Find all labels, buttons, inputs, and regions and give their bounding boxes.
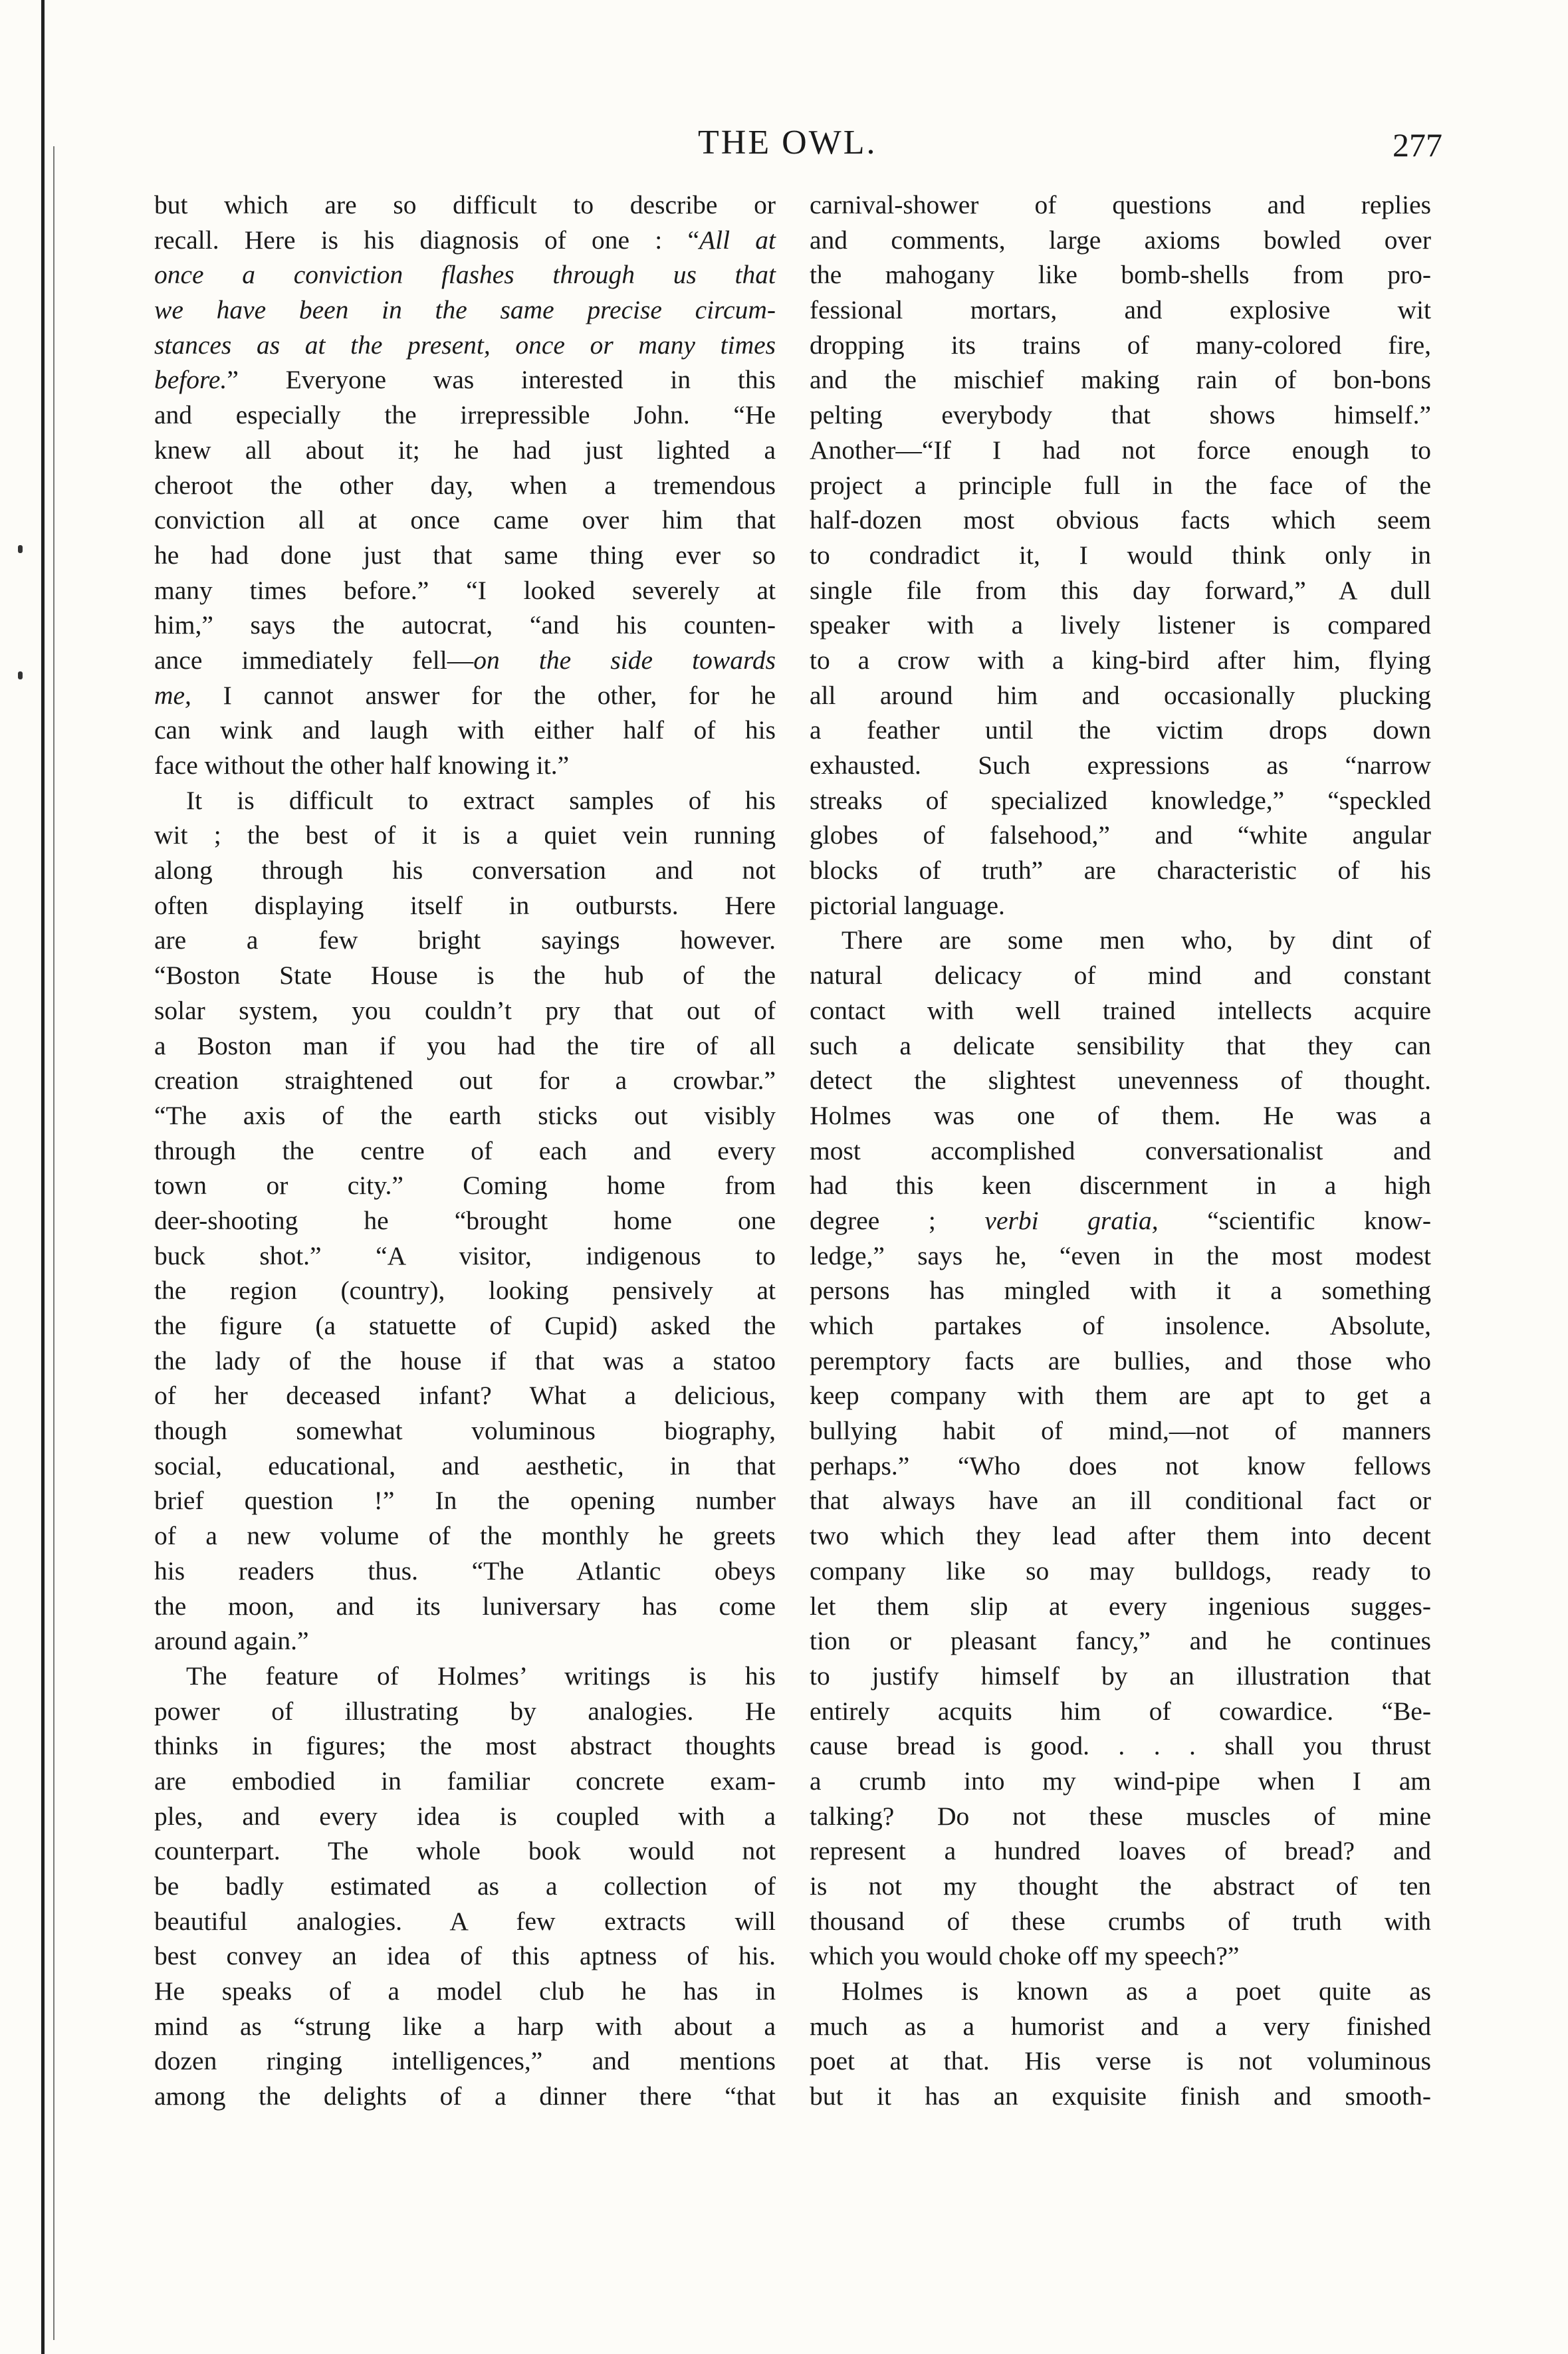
line-text: ance immediately fell— [154,645,474,675]
page-number: 277 [1393,126,1442,164]
line-text: tion or pleasant fancy,” and he continues [810,1626,1431,1656]
line-text: project a principle full in the face of the [810,470,1431,500]
italic-text: once a conviction flashes through us that [154,260,776,290]
line-text: and especially the irrepressible John. “He [154,400,776,430]
text-line [810,1659,1431,1694]
line-text: exhausted. Such expressions as “narrow [810,751,1431,780]
line-text: are a few bright sayings however. [154,925,776,955]
text-line [154,1764,776,1799]
text-line [154,257,776,293]
text-line [810,223,1431,258]
line-text: around again.” [154,1626,309,1656]
text-line [810,748,1431,783]
text-line [154,1098,776,1133]
italic-text: me, [154,680,191,710]
line-text: the moon, and its luniversary has come [154,1591,776,1621]
line-text: detect the slightest unevenness of thought. [810,1066,1431,1096]
text-line [154,1589,776,1624]
text-line [154,1518,776,1554]
line-text: represent a hundred loaves of bread? and [810,1836,1431,1866]
text-line [810,958,1431,993]
text-line [810,257,1431,293]
text-line [154,187,776,223]
line-text: though somewhat voluminous biography, [154,1416,776,1446]
line-text: cause bread is good. . . . shall you thrust [810,1731,1431,1761]
line-text: are embodied in familiar concrete exam- [154,1766,776,1796]
line-text: often displaying itself in outbursts. Here [154,890,776,920]
text-line [810,1063,1431,1098]
line-text: ” Everyone was interested in this [227,365,776,395]
right-text-column [810,187,1431,2301]
text-line [810,2009,1431,2044]
text-line [810,362,1431,398]
text-line [154,1623,776,1659]
text-line [810,678,1431,713]
line-text: most accomplished conversationalist and [810,1135,1431,1165]
italic-text: verbi gratia, [984,1205,1159,1235]
text-line [154,1133,776,1169]
italic-text: All at [699,225,776,255]
text-line [154,818,776,853]
text-line [154,1028,776,1064]
line-text: perhaps.” “Who does not know fellows [810,1451,1431,1480]
text-line [154,608,776,643]
text-line [810,713,1431,748]
line-text: along through his conversation and not [154,856,776,885]
line-text: degree ; [810,1205,985,1235]
text-line [154,573,776,608]
line-text: knew all about it; he had just lighted a [154,435,776,465]
line-text: It is difficult to extract samples of his [186,785,776,815]
line-text: pictorial language. [810,890,1005,920]
text-line [154,1413,776,1449]
line-text: entirely acquits him of cowardice. “Be- [810,1696,1431,1726]
text-line [154,468,776,503]
text-line [810,538,1431,573]
line-text: let them slip at every ingenious sugges- [810,1591,1431,1621]
line-text: the figure (a statuette of Cupid) asked the [154,1311,776,1340]
line-text: counterpart. The whole book would not [154,1836,776,1866]
text-line [810,1799,1431,1834]
line-text: to justify himself by an illustration that [810,1661,1431,1691]
text-line [154,1449,776,1484]
line-text: pelting everybody that shows himself.” [810,400,1431,430]
text-line [154,1833,776,1869]
line-text: many times before.” “I looked severely at [154,575,776,605]
text-line [154,1659,776,1694]
line-text: much as a humorist and a very finished [810,2011,1431,2041]
text-line [810,1168,1431,1203]
italic-text: stances as at the present, once or many times [154,330,776,360]
text-line [810,1974,1431,2009]
text-line [810,2044,1431,2079]
line-text: persons has mingled with it a something [810,1276,1431,1306]
line-text: carnival-shower of questions and replies [810,190,1431,219]
line-text: company like so may bulldogs, ready to [810,1556,1431,1586]
line-text: his readers thus. “The Atlantic obeys [154,1556,776,1586]
line-text: he had done just that same thing ever so [154,540,776,570]
text-line [154,398,776,433]
text-line [810,1344,1431,1379]
text-line [154,1799,776,1834]
text-line [810,2079,1431,2114]
text-line [810,1238,1431,1274]
text-line [810,468,1431,503]
text-line [154,293,776,328]
text-line [154,1308,776,1344]
line-text: to condradict it, I would think only in [810,540,1431,570]
text-line [154,1483,776,1518]
line-text: had this keen discernment in a high [810,1171,1431,1201]
text-line [810,1764,1431,1799]
line-text: peremptory facts are bullies, and those who [810,1346,1431,1375]
line-text: social, educational, and aesthetic, in that [154,1451,776,1480]
line-text: He speaks of a model club he has in [154,1976,776,2006]
text-line [810,1133,1431,1169]
page-binding-edge [41,0,45,2354]
text-line [154,328,776,363]
line-text: the region (country), looking pensively at [154,1276,776,1306]
text-line [154,2079,776,2114]
line-text: deer-shooting he “brought home one [154,1205,776,1235]
line-text: “The axis of the earth sticks out visibly [154,1100,776,1130]
line-text: conviction all at once came over him that [154,505,776,535]
text-line [810,1203,1431,1238]
line-text: a crumb into my wind-pipe when I am [810,1766,1431,1796]
text-line [810,818,1431,853]
text-line [810,1623,1431,1659]
line-text: solar system, you couldn’t pry that out of [154,995,776,1025]
line-text: is not my thought the abstract of ten [810,1871,1431,1901]
text-line [154,1168,776,1203]
line-text: natural delicacy of mind and constant [810,961,1431,991]
text-line [154,678,776,713]
line-text: Holmes was one of them. He was a [810,1100,1431,1130]
line-text: fessional mortars, and explosive wit [810,295,1431,325]
text-line [154,2009,776,2044]
line-text: such a delicate sensibility that they can [810,1030,1431,1060]
line-text: through the centre of each and every [154,1135,776,1165]
line-text: “Boston State House is the hub of the [154,961,776,991]
text-line [154,1203,776,1238]
line-text: keep company with them are apt to get a [810,1381,1431,1411]
line-text: brief question !” In the opening number [154,1486,776,1516]
text-line [810,993,1431,1028]
line-text: thousand of these crumbs of truth with [810,1906,1431,1936]
left-text-column [154,187,776,2301]
text-line [154,923,776,958]
line-text: bullying habit of mind,—not of manners [810,1416,1431,1446]
line-text: face without the other half knowing it.” [154,751,570,780]
text-line [810,1413,1431,1449]
line-text: The feature of Holmes’ writings is his [186,1661,776,1691]
text-line [154,433,776,468]
line-text: ples, and every idea is coupled with a [154,1801,776,1831]
line-text: poet at that. His verse is not voluminous [810,2046,1431,2076]
text-line [154,958,776,993]
line-text: of her deceased infant? What a delicious, [154,1381,776,1411]
text-line [154,1869,776,1904]
text-line [810,1728,1431,1764]
text-line [154,713,776,748]
line-text: I cannot answer for the other, for he [191,680,776,710]
line-text: town or city.” Coming home from [154,1171,776,1201]
italic-text: on the side towards [473,645,776,675]
text-line [810,1833,1431,1869]
line-text: best convey an idea of this aptness of his. [154,1941,776,1971]
text-line [154,748,776,783]
line-text: among the delights of a dinner there “that [154,2081,776,2111]
line-text: contact with well trained intellects acquire [810,995,1431,1025]
text-line [810,398,1431,433]
text-line [810,1939,1431,1974]
line-text: “scientific know- [1158,1205,1432,1235]
text-line [154,1904,776,1939]
text-line [810,1518,1431,1554]
line-text: be badly estimated as a collection of [154,1871,776,1901]
text-line [154,1728,776,1764]
text-line [810,1589,1431,1624]
text-line [154,853,776,888]
line-text: dropping its trains of many-colored fire, [810,330,1431,360]
text-line [154,2044,776,2079]
text-line [810,1869,1431,1904]
line-text: him,” says the autocrat, “and his counten- [154,610,776,640]
line-text: dozen ringing intelligences,” and mentions [154,2046,776,2076]
line-text: talking? Do not these muscles of mine [810,1801,1431,1831]
line-text: to a crow with a king-bird after him, flying [810,645,1431,675]
line-text: wit ; the best of it is a quiet vein running [154,820,776,850]
italic-text: we have been in the same precise circum- [154,295,776,325]
text-line [810,573,1431,608]
line-text: all around him and occasionally plucking [810,680,1431,710]
text-line [154,888,776,923]
print-speck [18,671,23,679]
text-line [810,1028,1431,1064]
text-line [810,608,1431,643]
line-text: ledge,” says he, “even in the most modest [810,1240,1431,1270]
text-line [154,1694,776,1729]
line-text: single file from this day forward,” A dull [810,575,1431,605]
line-text: which you would choke off my speech?” [810,1941,1240,1971]
text-line [810,1694,1431,1729]
line-text: can wink and laugh with either half of his [154,715,776,745]
line-text: and the mischief making rain of bon-bons [810,365,1431,395]
line-text: Another—“If I had not force enough to [810,435,1431,465]
text-line [810,433,1431,468]
text-line [810,1904,1431,1939]
text-line [154,1238,776,1274]
text-line [154,362,776,398]
text-line [810,853,1431,888]
text-line [810,1483,1431,1518]
page-binding-shadow [53,146,55,2340]
line-text: blocks of truth” are characteristic of his [810,856,1431,885]
text-line [154,223,776,258]
line-text: power of illustrating by analogies. He [154,1696,776,1726]
text-line [810,187,1431,223]
line-text: but it has an exquisite finish and smooth- [810,2081,1431,2111]
text-line [154,643,776,678]
line-text: a Boston man if you had the tire of all [154,1030,776,1060]
text-line [810,503,1431,538]
line-text: the lady of the house if that was a statoo [154,1346,776,1375]
text-line [154,993,776,1028]
line-text: a feather until the victim drops down [810,715,1431,745]
text-line [154,783,776,818]
line-text: globes of falsehood,” and “white angular [810,820,1431,850]
text-line [810,328,1431,363]
text-line [154,1974,776,2009]
line-text: beautiful analogies. A few extracts will [154,1906,776,1936]
line-text: recall. Here is his diagnosis of one : “ [154,225,699,255]
line-text: that always have an ill conditional fact or [810,1486,1431,1516]
italic-text: before. [154,365,227,395]
running-head: THE OWL. [698,124,877,162]
line-text: speaker with a lively listener is compared [810,610,1431,640]
line-text: which partakes of insolence. Absolute, [810,1311,1431,1340]
text-line [154,1939,776,1974]
text-line [810,643,1431,678]
line-text: two which they lead after them into decent [810,1521,1431,1551]
line-text: the mahogany like bomb-shells from pro- [810,260,1431,290]
text-line [810,888,1431,923]
text-line [810,1378,1431,1413]
text-line [154,1554,776,1589]
line-text: but which are so difficult to describe or [154,190,776,219]
text-line [810,1308,1431,1344]
line-text: cheroot the other day, when a tremendous [154,470,776,500]
line-text: streaks of specialized knowledge,” “speckled [810,785,1431,815]
text-line [810,1098,1431,1133]
text-line [154,538,776,573]
line-text: of a new volume of the monthly he greets [154,1521,776,1551]
text-line [810,293,1431,328]
text-line [810,923,1431,958]
line-text: Holmes is known as a poet quite as [841,1976,1431,2006]
text-line [154,1344,776,1379]
text-line [154,503,776,538]
line-text: thinks in figures; the most abstract thoughts [154,1731,776,1761]
text-line [154,1273,776,1308]
text-line [810,1273,1431,1308]
text-line [154,1378,776,1413]
line-text: and comments, large axioms bowled over [810,225,1431,255]
line-text: creation straightened out for a crowbar.” [154,1066,776,1096]
line-text: mind as “strung like a harp with about a [154,2011,776,2041]
page-header [0,123,1568,170]
line-text: There are some men who, by dint of [841,925,1431,955]
line-text: half-dozen most obvious facts which seem [810,505,1431,535]
text-line [154,1063,776,1098]
text-line [810,1554,1431,1589]
text-line [810,1449,1431,1484]
print-speck [18,545,23,553]
text-line [810,783,1431,818]
line-text: buck shot.” “A visitor, indigenous to [154,1240,776,1270]
